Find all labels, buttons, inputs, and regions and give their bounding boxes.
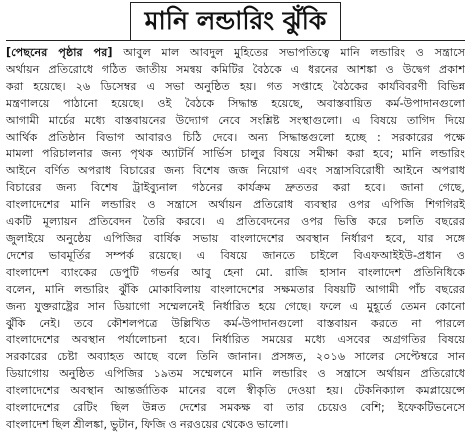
article-line: মামলা পরিচালনার জন্য পৃথক অ্যাটর্নি সার্ভিস চালুর বিষয়ে সমীক্ষা করা হবে; মানি লন্ডারিং bbox=[6, 147, 465, 161]
article-line: বাংলাদেশের রেটিং ছিল উন্নত দেশের সমকক্ষ বা তার চেয়েও বেশি; ইফেকটিভনেসে bbox=[6, 401, 465, 415]
article-line: সরকারের চেষ্টা অব্যাহত আছে বলে তিনি জানান। প্রসঙ্গত, ২০১৬ সালের সেপ্টেম্বরে সান bbox=[6, 350, 465, 364]
article-line: ঝুঁকি নেই। তবে কৌশলপত্রে উল্লিখিত কর্ম-উপাদানগুলো বাস্তবায়ন করতে না পারলে bbox=[6, 316, 465, 330]
article-line bbox=[6, 45, 465, 62]
article-line: ডিয়াগোয় অনুষ্ঠিত এপিজির ১৯তম সম্মেলনে মানি লন্ডারিং ও সন্ত্রাসে অর্থায়ন প্রতিরোধে bbox=[6, 367, 465, 381]
article-line: বাংলাদেশের অবস্থান পর্যালোচনা হবে। নির্ধারিত সময়ের মধ্যে এসবের অগ্রগতির বিষয়ে bbox=[6, 333, 465, 347]
article-line: জন্য যুক্তরাষ্ট্রের সান ডিয়াগো সম্মেলনেই নির্ধারিত হয়ে গেছে। ফলে এ মুহূর্তে তেমন কোনো bbox=[6, 299, 465, 313]
article-line: বিচারের জন্য বিশেষ ট্রাইব্যুনাল গঠনের কার্যক্রম দ্রুততর করা হবে। জানা গেছে, bbox=[6, 181, 465, 195]
article-line: অর্থায়ন প্রতিরোধে গঠিত জাতীয় সমন্বয় কমিটির বৈঠকে এ ধরনের আশঙ্কা ও উদ্বেগ প্রকাশ bbox=[6, 62, 465, 76]
headline-bar bbox=[6, 0, 465, 41]
article-line: বাংলাদেশের মানি লন্ডারিং ও সন্ত্রাসে অর্থায়ন প্রতিরোধ ব্যবস্থার ওপর এপিজি শিগগিরই bbox=[6, 198, 465, 212]
article-line: আইনে বর্ণিত অপরাধ বিচারের জন্য বিশেষ জজ নিয়োগ এবং সন্ত্রাসবিরোধী আইনে অপরাধ bbox=[6, 164, 465, 178]
continuation-marker: [পেছনের পৃষ্ঠার পর] bbox=[6, 46, 113, 59]
headline: মানি লন্ডারিং ঝুঁকি bbox=[130, 2, 342, 40]
article-body bbox=[6, 45, 465, 434]
article-line: দেশের ভাবমূর্তির সম্পর্ক রয়েছে। এ বিষয়ে জানতে চাইলে বিএফআইইউ-প্রধান ও bbox=[6, 248, 465, 262]
article-line-last: বাংলাদেশ ছিল শ্রীলঙ্কা, ভুটান, ফিজি ও নরওয়ের থেকেও ভালো। bbox=[6, 417, 289, 431]
article-line: বাংলাদেশ ব্যাংকের ডেপুটি গভর্নর আবু হেনা মো. রাজি হাসান বাংলাদেশ প্রতিনিধিকে bbox=[6, 265, 465, 279]
article-line: একটি মূল্যায়ন প্রতিবেদন তৈরি করবে। এ প্রতিবেদনের ওপর ভিত্তি করে চলতি বছরের bbox=[6, 215, 465, 229]
article-line: বলেন, মানি লন্ডারিং ঝুঁকি মোকাবিলায় বাংলাদেশের সক্ষমতার বিষয়টি আগামী পাঁচ বছরের bbox=[6, 282, 465, 296]
article-line: বাংলাদেশের অবস্থান আন্তর্জাতিক মানের বলে স্বীকৃতি দেওয়া হয়। টেকনিক্যাল কমপ্লায়েন্সে bbox=[6, 384, 465, 398]
article-line: জুলাইয়ে অনুষ্ঠেয় এপিজির বার্ষিক সভায় বাংলাদেশের অবস্থান নির্ধারণ হবে, যার সঙ্গে bbox=[6, 231, 465, 245]
article-line: আর্থিক প্রতিষ্ঠান বিভাগ আবারও চিঠি দেবে। অন্য সিদ্ধান্তগুলো হচ্ছে : সরকারের পক্ষে bbox=[6, 130, 465, 144]
article-line: করা হয়েছে। ২৬ ডিসেম্বর এ সভা অনুষ্ঠিত হয়। গত সপ্তাহে বৈঠকের কার্যবিবরণী বিভিন্ন bbox=[6, 79, 465, 93]
article-line: মন্ত্রণালয়ে পাঠানো হয়েছে। ওই বৈঠকে সিদ্ধান্ত হয়েছে, অবাস্তবায়িত কর্ম-উপাদানগুলো bbox=[6, 96, 465, 110]
article-line-text: আবুল মাল আবদুল মুহিতের সভাপতিত্বে মানি লন্ডারিং ও সন্ত্রাসে bbox=[112, 46, 465, 59]
article-line: আগামী মার্চের মধ্যে বাস্তবায়নের উদ্যোগ নেবে সংশ্লিষ্ট সংস্থাগুলো। এ বিষয়ে তাগিদ দিয়ে bbox=[6, 113, 465, 127]
